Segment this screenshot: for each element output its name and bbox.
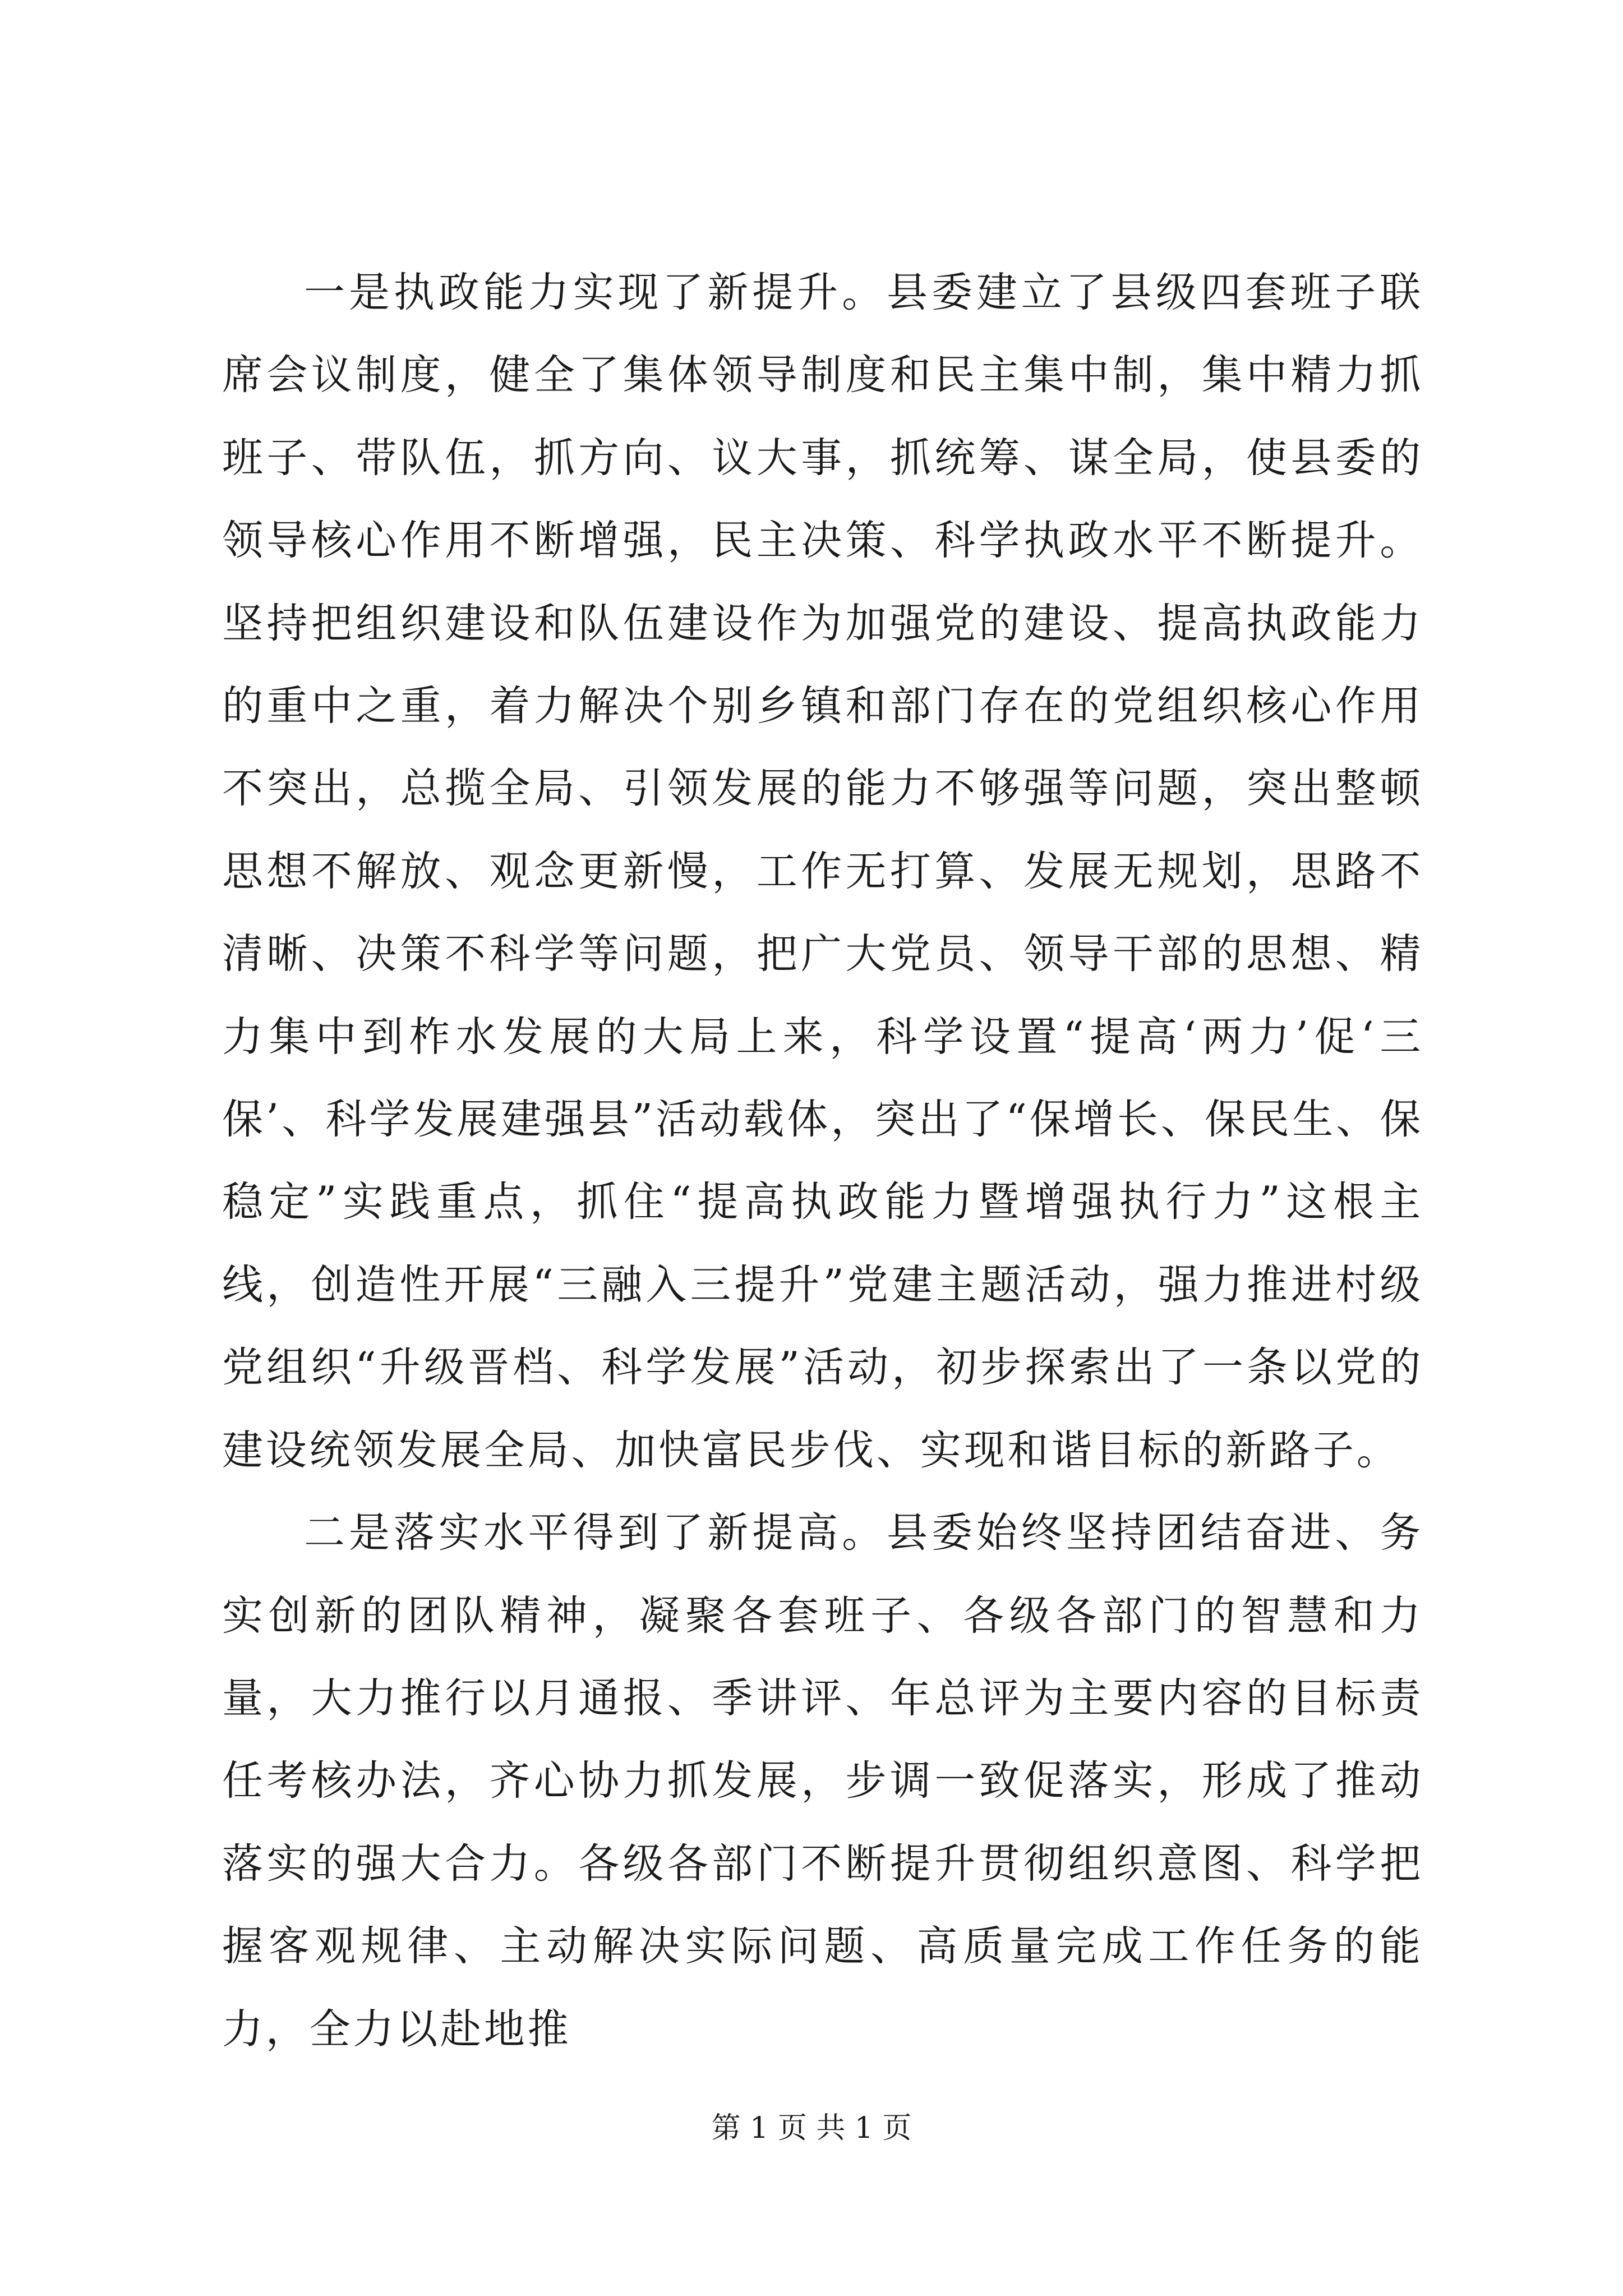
document-body [222, 251, 1423, 2070]
paragraph-2: 二是落实水平得到了新提高。县委始终坚持团结奋进、务实创新的团队精神，凝聚各套班子、各级各部门的智慧和力量，大力推行以月通报、季讲评、年总评为主要内容的目标责任考核办法，齐心协力抓发展，步调一致促落实，形成了推动落实的强大合力。各级各部门不断提升贯彻组织意图、科学把握客观规律、主动解决实际问题、高质量完成工作任务的能力，全力以赴地推 [222, 1509, 1423, 2053]
page-number-footer: 第 1 页 共 1 页 [711, 2111, 912, 2145]
paragraph-1: 一是执政能力实现了新提升。县委建立了县级四套班子联席会议制度，健全了集体领导制度和民主集中制，集中精力抓班子、带队伍，抓方向、议大事，抓统筹、谋全局，使县委的领导核心作用不断增强，民主决策、科学执政水平不断提升。坚持把组织建设和队伍建设作为加强党的建设、提高执政能力的重中之重，着力解决个别乡镇和部门存在的党组织核心作用不突出，总揽全局、引领发展的能力不够强等问题，突出整顿思想不解放、观念更新慢，工作无打算、发展无规划，思路不清晰、决策不科学等问题，把广大党员、领导干部的思想、精力集中到柞水发展的大局上来，科学设置“提高‘两力’促‘三保’、科学发展建强县”活动载体，突出了“保增长、保民生、保稳定”实践重点，抓住“提高执政能力暨增强执行力”这根主线，创造性开展“三融入三提升”党建主题活动，强力推进村级党组织“升级晋档、科学发展”活动，初步探索出了一条以党的建设统领发展全局、加快富民步伐、实现和谐目标的新路子。 [222, 269, 1423, 1474]
